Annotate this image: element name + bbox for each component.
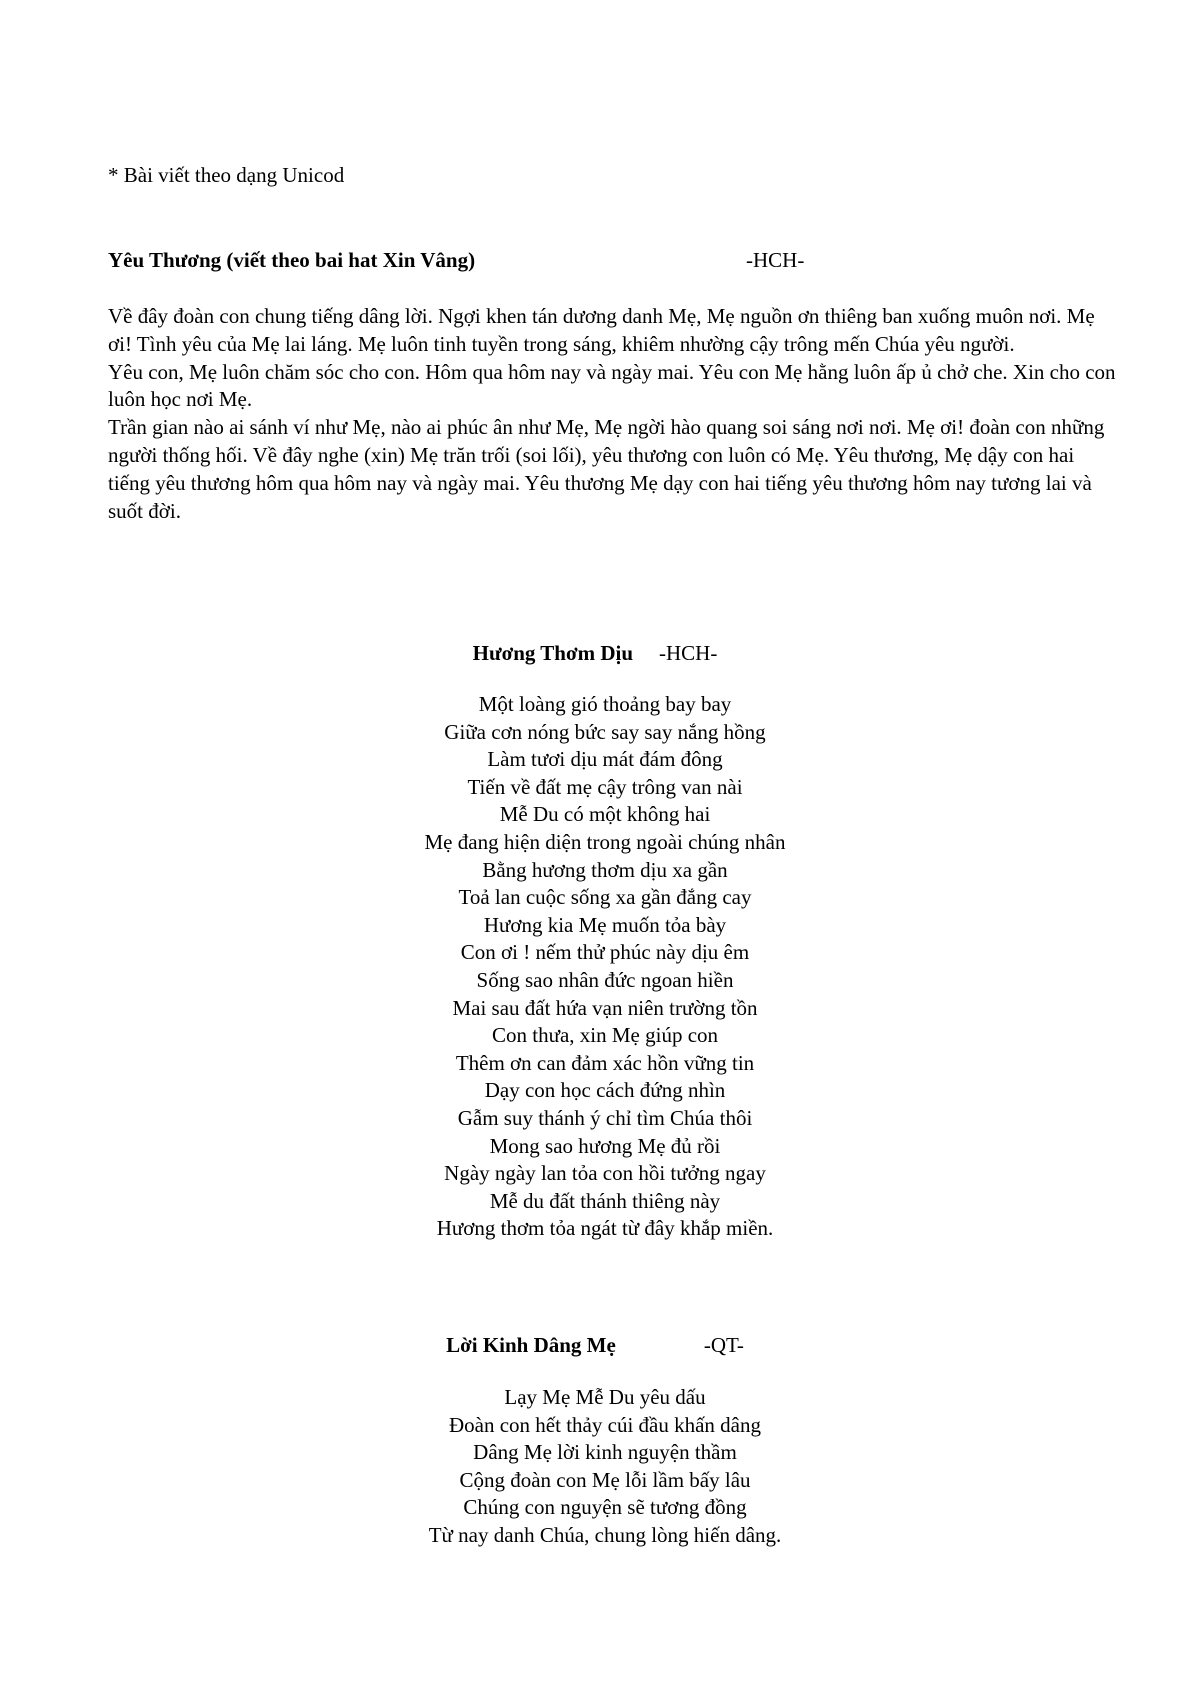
poem-line: Mai sau đất hứa vạn niên trường tồn	[452, 995, 758, 1020]
section3-author: -QT-	[703, 1333, 744, 1357]
poem-line: Mẹ đang hiện diện trong ngoài chúng nhân	[424, 829, 786, 854]
poem-line: Con ơi ! nếm thử phúc này dịu êm	[460, 940, 750, 965]
poem-line: Chúng con nguyện sẽ tương đồng	[463, 1495, 747, 1520]
poem-line: Hương kia Mẹ muốn tỏa bày	[483, 912, 727, 937]
poem-line: Tiến về đất mẹ cậy trông van nài	[467, 774, 743, 799]
section3-title: Lời Kinh Dâng Mẹ	[446, 1333, 616, 1357]
poem-line: Giữa cơn nóng bức say say nắng hồng	[444, 719, 766, 744]
poem-line: Lạy Mẹ Mễ Du yêu dấu	[504, 1385, 706, 1409]
poem-line: Mễ du đất thánh thiêng này	[489, 1188, 721, 1213]
section1-paragraph: Về đây đoàn con chung tiếng dâng lời. Ngợi khen tán dương danh Mẹ, Mẹ nguồn ơn thiêng ban xuống muôn nơi. Mẹ ơi! Tình yêu của Mẹ lai láng. Mẹ luôn tinh tuyền trong sáng, khiêm nhường cậy trông mến Chúa yêu người.	[108, 304, 1095, 356]
section3-poem	[0, 1384, 1190, 1550]
section2-title: Hương Thơm Dịu	[472, 641, 634, 665]
poem-line: Đoàn con hết thảy cúi đầu khấn dâng	[449, 1412, 761, 1437]
section1-heading	[108, 248, 1008, 273]
poem-line: Cộng đoàn con Mẹ lỗi lầm bấy lâu	[459, 1467, 751, 1492]
poem-line: Dâng Mẹ lời kinh nguyện thầm	[473, 1440, 737, 1465]
poem-line: Ngày ngày lan tỏa con hồi tưởng ngay	[444, 1161, 766, 1186]
poem-line: Dạy con học cách đứng nhìn	[484, 1078, 726, 1103]
poem-line: Thêm ơn can đảm xác hồn vững tin	[455, 1050, 755, 1075]
poem-line: Con thưa, xin Mẹ giúp con	[491, 1023, 719, 1048]
poem-line: Sống sao nhân đức ngoan hiền	[476, 967, 734, 992]
section1-author: -HCH-	[746, 248, 805, 272]
poem-line: Mễ Du có một không hai	[499, 802, 711, 827]
section3-heading	[0, 1333, 1190, 1358]
section1-paragraph: Trần gian nào ai sánh ví như Mẹ, nào ai phúc ân như Mẹ, Mẹ ngời hào quang soi sáng nơi nơi. Mẹ ơi! đoàn con những người thống hối. Về đây nghe (xin) Mẹ trăn trối (soi lối), yêu thương con luôn có Mẹ. Yêu thương, Mẹ dậy con hai tiếng yêu thương hôm qua hôm nay và ngày mai. Yêu thương Mẹ dạy con hai tiếng yêu thương hôm nay tương lai và suốt đời.	[108, 415, 1105, 523]
section2-author: -HCH-	[659, 641, 718, 665]
poem-line: Gẫm suy thánh ý chỉ tìm Chúa thôi	[457, 1105, 753, 1130]
section1-paragraph: Yêu con, Mẹ luôn chăm sóc cho con. Hôm qua hôm nay và ngày mai. Yêu con Mẹ hằng luôn ấp ủ chở che. Xin cho con luôn học nơi Mẹ.	[108, 359, 1116, 412]
poem-line: Hương thơm tỏa ngát từ đây khắp miền.	[436, 1216, 774, 1241]
section1-body	[108, 303, 1118, 525]
section2-poem	[0, 691, 1190, 1243]
poem-line: Mong sao hương Mẹ đủ rồi	[489, 1133, 721, 1158]
poem-line: Từ nay danh Chúa, chung lòng hiến dâng.	[428, 1522, 782, 1547]
poem-line: Làm tươi dịu mát đám đông	[487, 747, 723, 772]
unicode-note: * Bài viết theo dạng Unicod	[108, 163, 345, 187]
poem-line: Toả lan cuộc sống xa gần đắng cay	[458, 885, 752, 910]
section1-title: Yêu Thương (viết theo bai hat Xin Vâng)	[108, 248, 476, 272]
poem-line: Một loàng gió thoảng bay bay	[478, 692, 732, 716]
poem-line: Bằng hương thơm dịu xa gần	[482, 857, 728, 882]
section2-heading	[0, 641, 1190, 666]
